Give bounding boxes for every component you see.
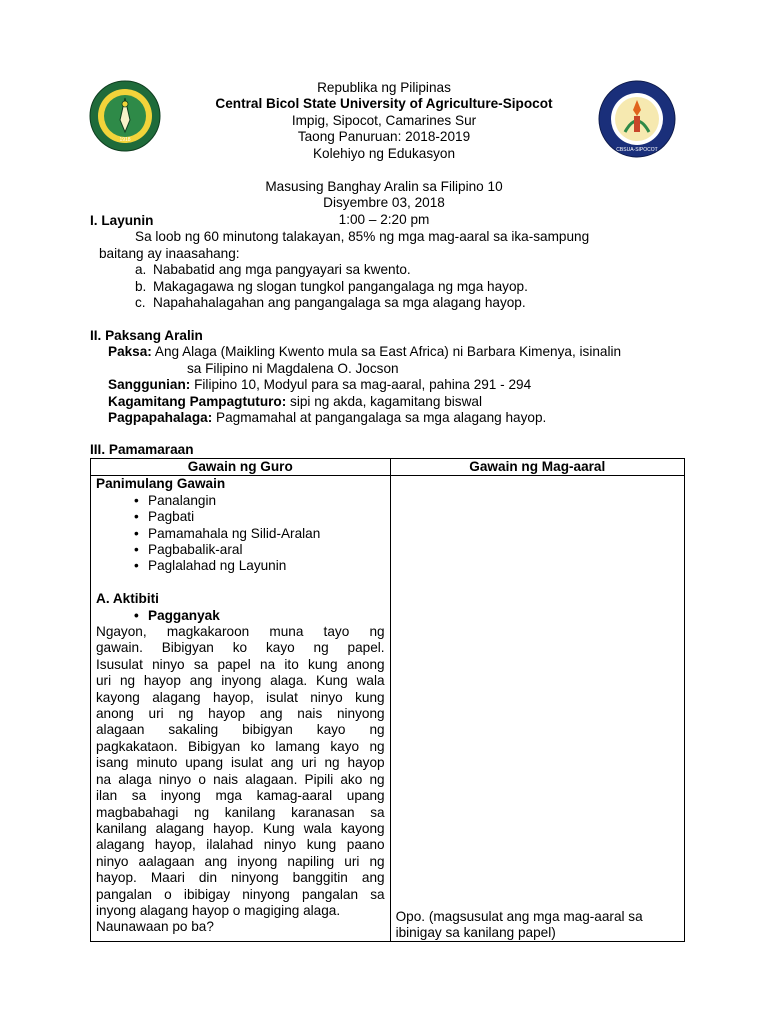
layunin-item: [90, 279, 680, 295]
university-name: Central Bicol State University of Agriculture-Sipocot: [215, 96, 553, 112]
lesson-plan-title: Masusing Banghay Aralin sa Filipino 10: [265, 178, 503, 194]
lesson-time: 1:00 – 2:20 pm: [338, 211, 430, 227]
layunin-intro-line2: baitang ay inaasahang:: [99, 245, 240, 261]
magaaral-response-line2: ibinigay sa kanilang papel): [395, 925, 556, 940]
list-item: • Panalangin: [148, 493, 385, 509]
document-header: [160, 80, 608, 228]
paragraph-line: ninyo aalagaan ang inyong napiling uri ng: [96, 853, 385, 869]
item-text: Napahahalagahan ang pangangalaga sa mga alagang hayop.: [153, 294, 526, 310]
paragraph-line: hayop. Maari din ninyong banggitin ang: [96, 870, 385, 886]
layunin-heading: I. Layunin: [90, 213, 154, 228]
list-item: • Pagbati: [148, 509, 385, 525]
school-year: Taong Panuruan: 2018-2019: [297, 129, 471, 145]
guro-paragraph: [96, 624, 385, 936]
paragraph-line: pagkakataon. Bibigyan ko lamang kayo ng: [96, 738, 385, 754]
university-address: Impig, Sipocot, Camarines Sur: [291, 112, 477, 128]
layunin-section: [90, 213, 680, 311]
layunin-item: [90, 295, 680, 311]
col-gawain-guro: Gawain ng Guro: [91, 459, 391, 476]
paragraph-line: kayong alagang hayop, isulat ninyo kung: [96, 689, 385, 705]
paksang-aralin-section: [90, 328, 680, 426]
paksa-value: Ang Alaga (Maikling Kwento mula sa East Africa) ni Barbara Kimenya, isinalin: [154, 344, 622, 360]
paragraph-line: magbabahagi ng kanilang karanasan sa: [96, 804, 385, 820]
paragraph-line: Naunawaan po ba?: [96, 919, 214, 935]
college-of-education-logo: [598, 80, 676, 158]
list-item: • Pagbabalik-aral: [148, 542, 385, 558]
lesson-date: Disyembre 03, 2018: [323, 195, 445, 211]
seal-year: 1918: [119, 137, 131, 143]
paragraph-line: alagang hayop, ilalahad ninyo kung paano: [96, 837, 385, 853]
paragraph-line: uri ng hayop ang inyong alaga. Kung wala: [96, 673, 385, 689]
paragraph-line: pangalan o ibibigay ninyong pangalan sa: [96, 886, 385, 902]
kagamitan-line: [90, 394, 680, 410]
pagpapahalaga-line: [90, 410, 680, 426]
paragraph-line: ilan sa inyong mga kamag-aaral upang: [96, 788, 385, 804]
item-text: Nababatid ang mga pangyayari sa kwento.: [153, 262, 411, 278]
guro-cell: [91, 476, 391, 942]
republic-line: Republika ng Pilipinas: [317, 80, 451, 95]
layunin-intro-line1: Sa loob ng 60 minutong talakayan, 85% ng mga mag-aaral sa ika-sampung: [135, 229, 590, 245]
sanggunian-label: Sanggunian:: [108, 377, 191, 393]
university-seal-logo: [89, 80, 161, 152]
aktibiti-list: [96, 608, 385, 624]
item-letter: c.: [135, 294, 146, 310]
panimula-list: [96, 493, 385, 575]
paragraph-line: gawain. Bibigyan ko kayo ng papel.: [96, 640, 385, 656]
paragraph-line: Isusulat ninyo sa papel na ito kung anong: [96, 656, 385, 672]
pagpapahalaga-value: Pagmamahal at pangangalaga sa mga alagang hayop.: [216, 409, 547, 425]
paragraph-line: isang minuto upang isulat ang uri ng hayop: [96, 755, 385, 771]
paragraph-line: anong uri ng hayop ang nais ninyong: [96, 706, 385, 722]
sanggunian-line: [90, 377, 680, 393]
paragraph-line: inyong alagang hayop o magiging alaga.: [96, 902, 341, 918]
college-logo-subtext: CBSUA-SIPOCOT: [616, 147, 658, 153]
magaaral-response-line1: Opo. (magsusulat ang mga mag-aaral sa: [395, 908, 643, 924]
aktibiti-heading: A. Aktibiti: [96, 591, 159, 607]
layunin-item: [90, 262, 680, 278]
sanggunian-value: Filipino 10, Modyul para sa mag-aaral, pahina 291 - 294: [194, 377, 532, 393]
kagamitan-value: sipi ng akda, kagamitang biswal: [290, 393, 482, 409]
table-row: [91, 476, 685, 942]
list-item: • Pagganyak: [148, 608, 385, 624]
list-item: • Pamamahala ng Silid-Aralan: [148, 526, 385, 542]
college-name: Kolehiyo ng Edukasyon: [312, 145, 456, 161]
table-header-row: [91, 459, 685, 476]
pamamaraan-section: [90, 442, 680, 458]
paragraph-line: Ngayon, magkakaroon muna tayo ng: [96, 624, 385, 640]
item-text: Makagagawa ng slogan tungkol pangangalaga ng mga hayop.: [153, 278, 528, 294]
item-letter: b.: [135, 278, 147, 294]
pamamaraan-heading: III. Pamamaraan: [90, 442, 194, 457]
pagpapahalaga-label: Pagpapahalaga:: [108, 409, 213, 425]
paksa-line2: sa Filipino ni Magdalena O. Jocson: [187, 360, 399, 376]
paragraph-line: na alaga ninyo o nais alagaan. Pipili ako ng: [96, 771, 385, 787]
paragraph-line: alagaan sakaling bibigyan kayo ng: [96, 722, 385, 738]
col-gawain-magaaral: Gawain ng Mag-aaral: [390, 459, 684, 476]
paragraph-line: kanilang alagang hayop. Kung wala kayong: [96, 820, 385, 836]
magaaral-cell: [390, 476, 684, 942]
list-item: • Paglalahad ng Layunin: [148, 558, 385, 574]
kagamitan-label: Kagamitang Pampagtuturo:: [108, 393, 287, 409]
item-letter: a.: [135, 262, 147, 278]
paksang-aralin-heading: II. Paksang Aralin: [90, 328, 203, 343]
panimulang-gawain-heading: Panimulang Gawain: [96, 476, 226, 492]
paksa-line: [90, 344, 680, 360]
pamamaraan-table: [90, 458, 685, 942]
paksa-label: Paksa:: [108, 344, 152, 360]
